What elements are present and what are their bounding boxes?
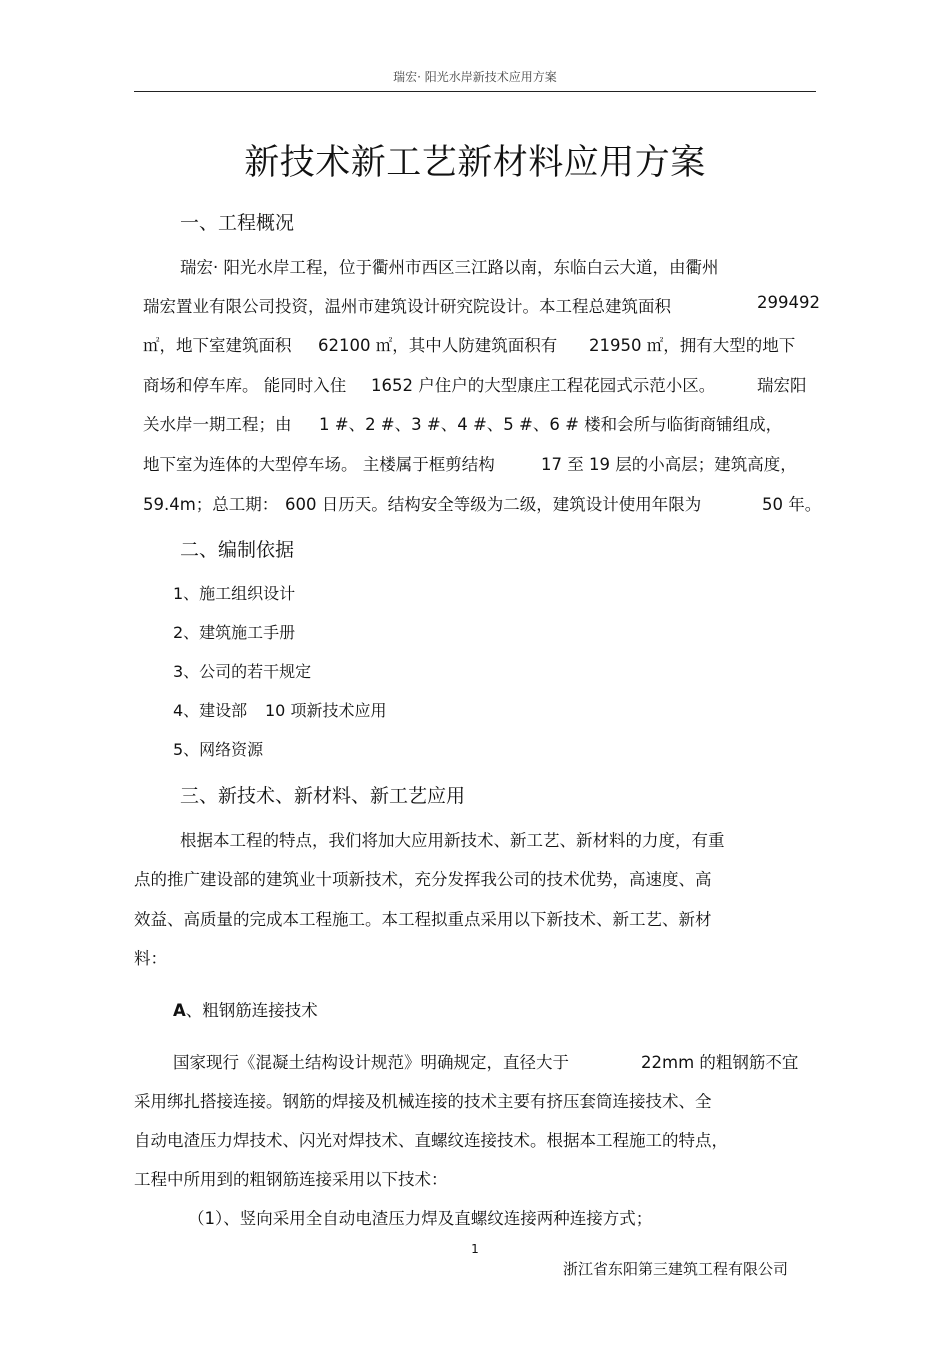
subheading-text: 、粗钢筋连接技术 [185,1001,318,1020]
section-3-heading: 三、新技术、新材料、新工艺应用 [180,785,466,807]
subheading-marker: A [173,1001,186,1020]
paragraph-line: 点的推广建设部的建筑业十项新技术，充分发挥我公司的技术优势，高速度、高 [134,870,712,889]
paragraph-line: 商场和停车库。 能同时入住 [143,376,347,395]
list-item: 1、施工组织设计 [173,584,296,603]
paragraph-line: 21950 ㎡，拥有大型的地下 [589,336,796,355]
paragraph-line: （1）、竖向采用全自动电渣压力焊及直螺纹连接两种连接方式； [188,1209,653,1228]
list-item: 2、建筑施工手册 [173,623,296,642]
paragraph-line: 50 年。 [762,495,822,514]
section-1-heading: 一、工程概况 [180,212,295,234]
paragraph-line: 瑞宏· 阳光水岸工程，位于衢州市西区三江路以南，东临白云大道，由衢州 [180,258,719,277]
page-number: 1 [471,1242,479,1256]
paragraph-line: 国家现行《混凝土结构设计规范》明确规定，直径大于 [173,1053,569,1072]
document-title: 新技术新工艺新材料应用方案 [244,143,706,183]
page-header: 瑞宏· 阳光水岸新技术应用方案 [393,70,557,84]
paragraph-line: 瑞宏置业有限公司投资，温州市建筑设计研究院设计。本工程总建筑面积 [143,297,671,316]
header-rule [134,91,816,92]
paragraph-line: 62100 ㎡，其中人防建筑面积有 [318,336,558,355]
paragraph-line: 22mm 的粗钢筋不宜 [641,1053,799,1072]
paragraph-line: 料： [134,949,167,968]
section-2-heading: 二、编制依据 [180,539,295,561]
paragraph-line: 效益、高质量的完成本工程施工。本工程拟重点采用以下新技术、新工艺、新材 [134,910,712,929]
paragraph-line: ㎡，地下室建筑面积 [143,336,292,355]
paragraph-line: 59.4m；总工期： [143,495,279,514]
paragraph-line: 600 日历天。结构安全等级为二级，建筑设计使用年限为 [285,495,702,514]
paragraph-line: 1 #、2 #、3 #、4 #、5 #、6 # 楼和会所与临街商铺组成， [319,415,783,434]
paragraph-line: 关水岸一期工程；由 [143,415,292,434]
subheading-a [173,997,318,1021]
list-item: 3、公司的若干规定 [173,662,312,681]
list-item: 10 项新技术应用 [265,701,387,720]
paragraph-line: 17 至 19 层的小高层；建筑高度， [541,455,797,474]
list-item: 5、网络资源 [173,740,264,759]
paragraph-line: 瑞宏阳 [757,376,807,395]
list-item: 4、建设部 [173,701,248,720]
paragraph-line: 工程中所用到的粗钢筋连接采用以下技术： [134,1170,448,1189]
paragraph-line: 地下室为连体的大型停车场。 主楼属于框剪结构 [143,455,495,474]
paragraph-line: 1652 户住户的大型康庄工程花园式示范小区。 [371,376,716,395]
paragraph-line: 根据本工程的特点，我们将加大应用新技术、新工艺、新材料的力度，有重 [180,831,725,850]
page-footer: 浙江省东阳第三建筑工程有限公司 [563,1260,789,1278]
paragraph-line: 采用绑扎搭接连接。钢筋的焊接及机械连接的技术主要有挤压套筒连接技术、全 [134,1092,712,1111]
paragraph-line: 自动电渣压力焊技术、闪光对焊技术、直螺纹连接技术。根据本工程施工的特点， [134,1131,728,1150]
paragraph-line: 299492 [757,293,820,312]
